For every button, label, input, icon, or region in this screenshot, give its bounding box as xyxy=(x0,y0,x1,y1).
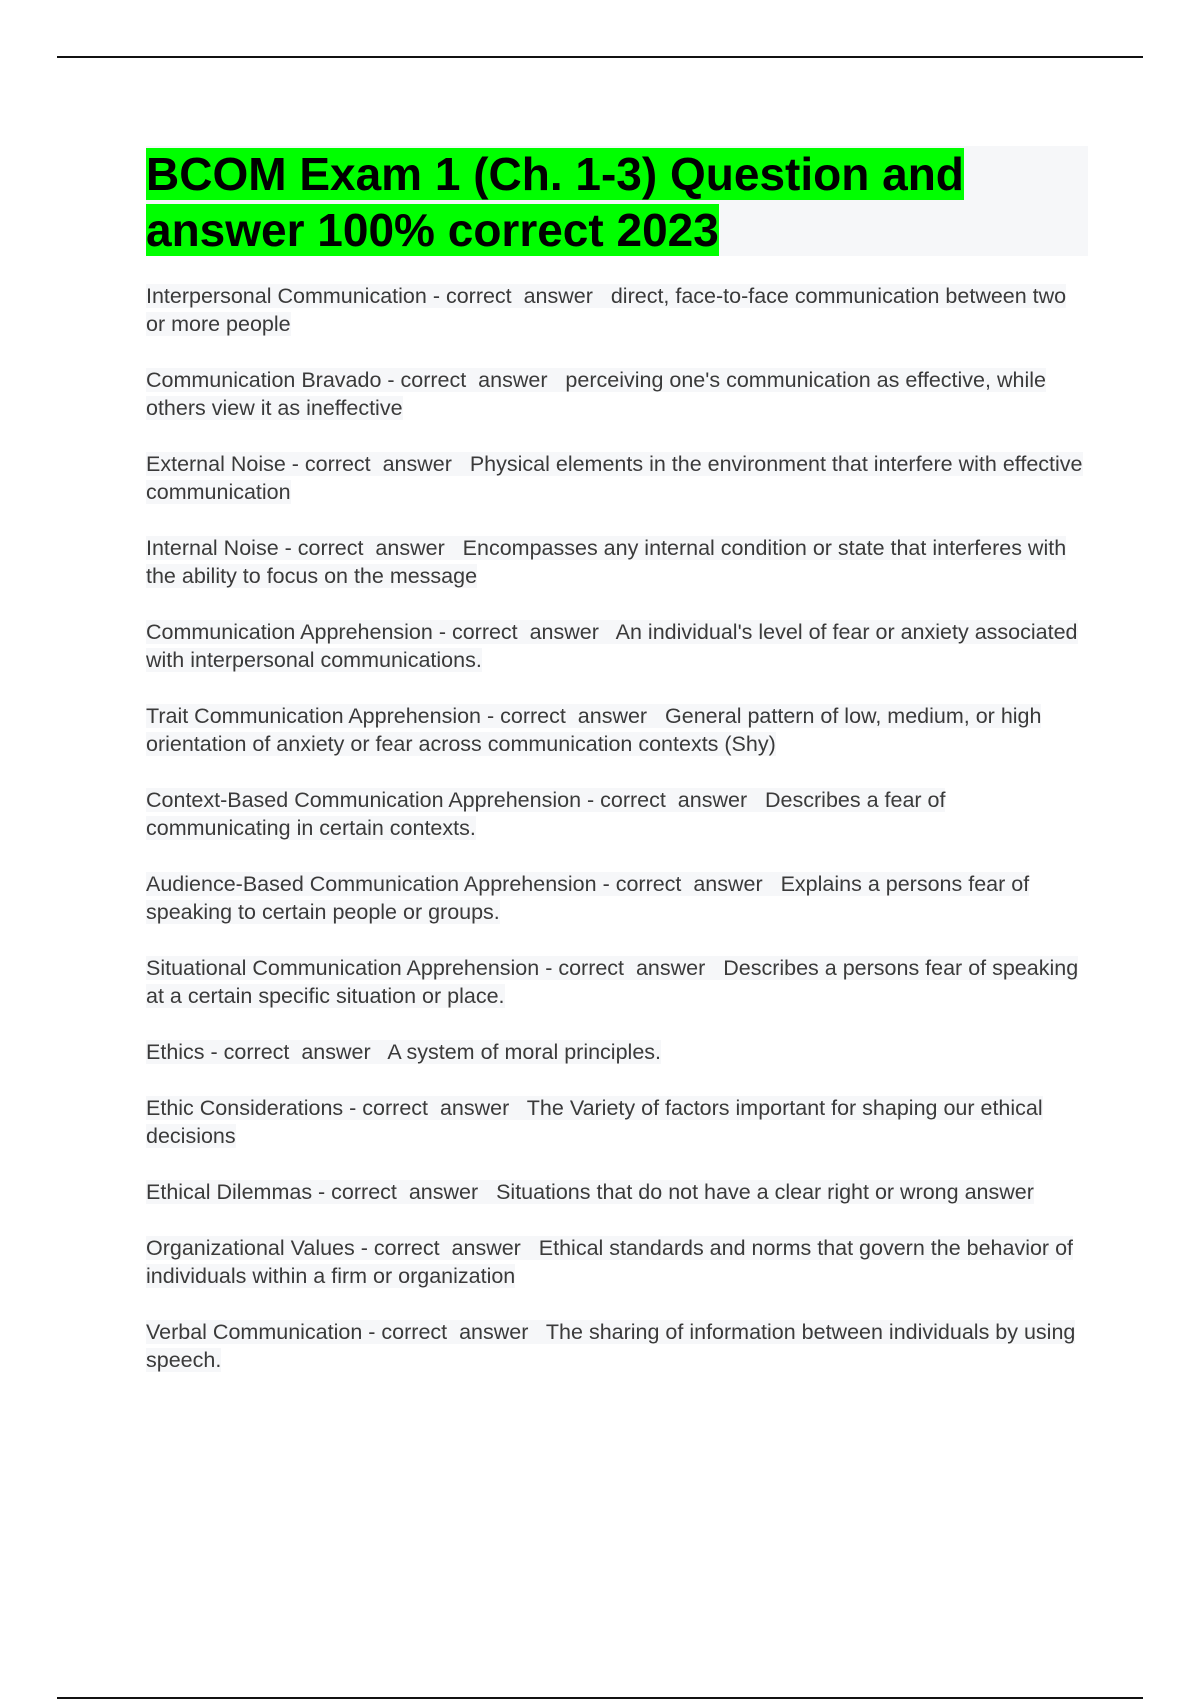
qa-item xyxy=(146,282,1088,338)
qa-definition: A system of moral principles. xyxy=(387,1040,661,1064)
qa-item xyxy=(146,786,1088,842)
qa-definition: General pattern of low, medium, or high orientation of anxiety or fear across communication contexts (Shy) xyxy=(146,704,1042,756)
qa-separator: - correct answer xyxy=(596,872,781,896)
qa-item xyxy=(146,1178,1088,1206)
qa-term: Ethical Dilemmas xyxy=(146,1180,313,1204)
qa-term: External Noise xyxy=(146,452,286,476)
qa-item xyxy=(146,702,1088,758)
qa-separator: - correct answer xyxy=(278,536,463,560)
qa-list xyxy=(146,282,1088,1374)
qa-term: Context-Based Communication Apprehension xyxy=(146,788,582,812)
qa-definition: perceiving one's communication as effective, while others view it as ineffective xyxy=(146,368,1046,420)
qa-term: Situational Communication Apprehension xyxy=(146,956,540,980)
bottom-rule xyxy=(57,1697,1143,1699)
qa-line xyxy=(146,284,1066,336)
qa-item xyxy=(146,450,1088,506)
qa-line xyxy=(146,788,945,840)
qa-item xyxy=(146,534,1088,590)
qa-item xyxy=(146,870,1088,926)
qa-separator: - correct answer xyxy=(381,368,566,392)
qa-separator: - correct answer xyxy=(343,1096,527,1120)
qa-term: Organizational Values xyxy=(146,1236,355,1260)
qa-separator: - correct answer xyxy=(312,1180,497,1204)
qa-item xyxy=(146,618,1088,674)
qa-separator: - correct answer xyxy=(354,1236,539,1260)
qa-line xyxy=(146,1180,1034,1204)
qa-term: Ethic Considerations xyxy=(146,1096,344,1120)
qa-separator: - correct answer xyxy=(285,452,470,476)
qa-line xyxy=(146,620,1078,672)
qa-line xyxy=(146,956,1078,1008)
document-body xyxy=(146,146,1088,1402)
qa-definition: Physical elements in the environment that interfere with effective communication xyxy=(146,452,1083,504)
qa-definition: Encompasses any internal condition or state that interferes with the ability to focus on the message xyxy=(146,536,1067,588)
qa-line xyxy=(146,704,1041,756)
qa-term: Communication Bravado xyxy=(146,368,382,392)
qa-item xyxy=(146,366,1088,422)
qa-line xyxy=(146,1236,1073,1288)
qa-definition: Explains a persons fear of speaking to certain people or groups. xyxy=(146,872,1030,924)
qa-item xyxy=(146,1038,1088,1066)
qa-term: Internal Noise xyxy=(146,536,279,560)
qa-line xyxy=(146,1320,1075,1372)
qa-item xyxy=(146,1234,1088,1290)
title-highlight: BCOM Exam 1 (Ch. 1-3) Question and answer 100% correct 2023 xyxy=(146,148,964,256)
qa-item xyxy=(146,1318,1088,1374)
qa-separator: - correct answer xyxy=(204,1040,388,1064)
qa-definition: An individual's level of fear or anxiety associated with interpersonal communications. xyxy=(146,620,1078,672)
qa-term: Communication Apprehension xyxy=(146,620,433,644)
qa-line xyxy=(146,452,1083,504)
qa-definition: The Variety of factors important for shaping our ethical decisions xyxy=(146,1096,1043,1148)
title-block xyxy=(146,146,1088,256)
qa-separator: - correct answer xyxy=(539,956,724,980)
qa-definition: direct, face-to-face communication between two or more people xyxy=(146,284,1067,336)
qa-line xyxy=(146,872,1029,924)
qa-separator: - correct answer xyxy=(581,788,766,812)
qa-separator: - correct answer xyxy=(432,620,616,644)
qa-definition: Describes a fear of communicating in certain contexts. xyxy=(146,788,946,840)
qa-term: Verbal Communication xyxy=(146,1320,363,1344)
qa-definition: The sharing of information between individuals by using speech. xyxy=(146,1320,1076,1372)
qa-separator: - correct answer xyxy=(481,704,666,728)
qa-line xyxy=(146,1040,661,1064)
document-title xyxy=(146,146,1026,258)
qa-term: Trait Communication Apprehension xyxy=(146,704,482,728)
qa-line xyxy=(146,536,1066,588)
qa-term: Ethics xyxy=(146,1040,205,1064)
qa-term: Interpersonal Communication xyxy=(146,284,427,308)
top-rule xyxy=(57,56,1143,58)
qa-definition: Situations that do not have a clear right or wrong answer xyxy=(496,1180,1034,1204)
qa-item xyxy=(146,1094,1088,1150)
qa-line xyxy=(146,368,1046,420)
qa-separator: - correct answer xyxy=(362,1320,546,1344)
qa-item xyxy=(146,954,1088,1010)
qa-separator: - correct answer xyxy=(426,284,611,308)
qa-definition: Ethical standards and norms that govern the behavior of individuals within a firm or organization xyxy=(146,1236,1074,1288)
qa-line xyxy=(146,1096,1043,1148)
qa-definition: Describes a persons fear of speaking at a certain specific situation or place. xyxy=(146,956,1079,1008)
qa-term: Audience-Based Communication Apprehension xyxy=(146,872,597,896)
